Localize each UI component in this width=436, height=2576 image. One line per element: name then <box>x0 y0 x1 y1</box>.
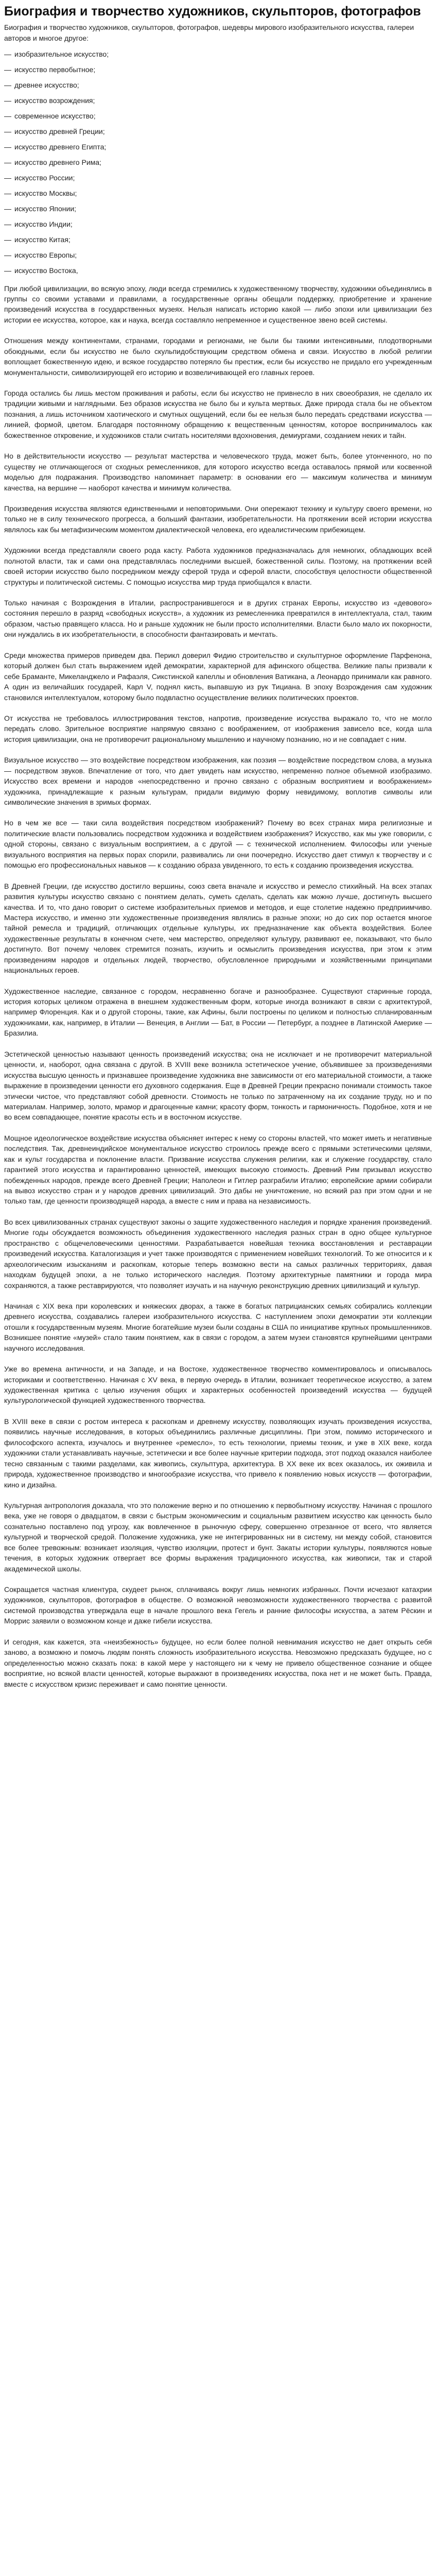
art-type-label: искусство Индии; <box>14 219 73 228</box>
article-paragraph: Уже во времена античности, и на Западе, и на Востоке, художественное творчество комментировалось и описывалось историками и соответственно. Начиная с XV века, в первую очередь в Италии, возникает теоретическое искусство, а затем художественная критика с целью изучения общих и характерных особенностей произведений искусства — будущей культурологической функцией художественного творчества. <box>4 1365 432 1405</box>
art-type-item <box>4 173 432 183</box>
art-type-label: искусство древней Греции; <box>14 127 105 135</box>
article-body <box>4 283 432 1689</box>
article-paragraph: Среди множества примеров приведем два. Перикл доверил Фидию строительство и скульптурное оформление Парфенона, который должен был стать выражением идей демократии, характерной для афинского общества. Великие папы призвали к себе Браманте, Микеланджело и Рафаэля, Сикстинской капеллы и обновления Ватикана, а Леонардо принимали как равного. А один из величайших государей, Карл V, поднял кисть, выпавшую из рук Тициана. В эпоху Возрождения сам художник становился интеллектуалом, которому было подвластно осуществление великих политических проектов. <box>4 651 432 702</box>
art-type-item <box>4 219 432 230</box>
art-type-label: древнее искусство; <box>14 80 79 89</box>
article-paragraph: Визуальное искусство — это воздействие посредством изображения, как поэзия — воздействие посредством слова, а музыка — посредством звуков. Впечатление от того, что дает увидеть нам искусство, непременно полное объемной изобразимо. Искусство всех времени и народов «непосредственно и прочно связано с образным восприятием и воображением» художника, принадлежащие к разным культурам, придали видимую форму невидимому, воплотив символы или символические значения в зримых формах. <box>4 756 432 806</box>
article-paragraph: Художественное наследие, связанное с городом, несравненно богаче и разнообразнее. Существуют старинные города, история которых целиком отражена в внешнем художественным форм, которые иногда возникают в связи с архитектурой, например Флоренция. Как и о другой стороны, такие, как Афины, были построены по целиком и полностью спланированным художниками, как, например, в Италии — Венеция, в Англии — Бат, в России — Петербург, а позднее в Латинской Америке — Бразилиа. <box>4 987 432 1038</box>
article-paragraph: От искусства не требовалось иллюстрирования текстов, напротив, произведение искусства выражало то, что не могло передать слово. Зрительное восприятие напрямую связано с воображением, от изображения зависело все, когда шла история цивилизации, она не противоречит рациональному мышлению и научному познанию, но и не совпадает с ним. <box>4 714 432 743</box>
article-paragraph: Культурная антропология доказала, что это положение верно и по отношению к первобытному искусству. Начиная с прошлого века, уже не говоря о двадцатом, в связи с быстрым экономическим и социальным развитием искусство как ценность было сознательно поставлено под угрозу, как вовлеченное в рыночную сферу, совершенно отрезанное от всего, что является культурной и творческой средой. Положение художника, уже не интегрированных ни в систему, ни между собой, становится все более тревожным: возникает изоляция, чувство изоляции, протест и бунт. Закаты истории культуры, появляются новые течения, в которых художник отвергает все формы выражения традиционного искусства, как живописи, так и старой академической школы. <box>4 1501 432 1573</box>
article-paragraph: Художники всегда представляли своего рода касту. Работа художников предназначалась для немногих, обладающих всей полнотой власти, так и сами она представлялась последними высшей, божественной силы. Поэтому, на протяжении всей своей истории искусство было посредником между сферой труда и сферой власти, способствуя целостности общественной структуры и политической системы. С помощью искусства мир труда приобщался к власти. <box>4 546 432 586</box>
art-type-item <box>4 250 432 261</box>
art-type-label: искусство России; <box>14 173 75 182</box>
page-title: Биография и творчество художников, скульпторов, фотографов <box>4 4 421 19</box>
article-paragraph: Но в действительности искусство — результат мастерства и человеческого труда, может быть, более утонченного, но по существу не отличающегося от сходных ремесленников, для которого искусство всегда оставалось прямой или косвенной моделью для подражания. Производство напоминает параметр: в основании его — максимум количества и минимум качества, на вершине — наоборот качества и минимум количества. <box>4 452 432 492</box>
art-type-label: искусство Москвы; <box>14 189 77 197</box>
dash-bullet: — <box>4 111 11 120</box>
dash-bullet: — <box>4 235 11 244</box>
art-type-label: искусство Европы; <box>14 250 77 259</box>
article-paragraph: Начиная с XIX века при королевских и княжеских дворах, а также в богатых патрицианских семьях собирались коллекции древнего искусства, создавались галереи изобразительного искусства. С наступлением эпохи демократии эти коллекции отошли к государственным музеям. Многие богатейшие музеи были созданы в США по инициативе крупных промышленников. Возникшее понятие «музей» стало таким понятием, как в связи с городом, а затем музеи становятся крупнейшими центрами научного исследования. <box>4 1301 432 1352</box>
art-type-item <box>4 80 432 91</box>
dash-bullet: — <box>4 96 11 105</box>
article-paragraph: Города остались бы лишь местом проживания и работы, если бы искусство не привнесло в них своеобразия, не сделало их традиции живыми и наглядными. Без образов искусства не было бы и культа мертвых. Даже природа стала бы не объектом познания, а лишь источником хаотического и смутных ощущений, если бы ее нельзя было передать средствами искусства — линией, формой, цветом. Благодаря постоянному обращению к вещественным ценностям, которое воспринималось как божественное откровение, и художников стали считать носителями вдохновения, демиургами, созданием неких и тайн. <box>4 389 432 439</box>
art-types-list <box>4 49 432 276</box>
article-paragraph: Мощное идеологическое воздействие искусства объясняет интерес к нему со стороны властей, что может иметь и негативные последствия. Так, древнеиндийское монументальное искусство строилось прежде всего с прямыми эстетическими целями, как и культ государства и поклонение власти. Призвание искусства служения религии, как и служение государству, стало гарантией этого искусства и гарантированно ценностей, имеющих высокую стоимость. Древний Рим призывал искусство побежденных народов, прежде всего Древней Греции; Наполеон и Гитлер разграбили Италию; европейские армии собирали на вывоз искусство стран и у народов древних цивилизаций. Это дабы не уничтожение, но всякий раз при этом одни и не только там, где ценности производящей народа, а вместе с ним и права на независимость. <box>4 1133 432 1206</box>
article-paragraph: Произведения искусства являются единственными и неповторимыми. Они опережают технику и культуру своего времени, но только не в силу технического прогресса, а больший фантазии, изобретательности. На протяжении всей истории искусства являлось как бы метафизическим моментом диалектической человека, его идеалистическим прибежищем. <box>4 504 432 534</box>
dash-bullet: — <box>4 65 11 74</box>
dash-bullet: — <box>4 219 11 228</box>
art-type-item <box>4 142 432 152</box>
dash-bullet: — <box>4 158 11 166</box>
dash-bullet: — <box>4 204 11 213</box>
article-paragraph: В XVIII веке в связи с ростом интереса к раскопкам и древнему искусству, позволяющих изучать произведения искусства, появились научные исследования, в которых объединились различные дисциплины. При этом, помимо исторического и философского аспекта, изучалось и внутреннее «ремесло», то есть технологии, приемы техник, и уже в XIX веке, когда художники стали устанавливать научные, эстетически и все более научные критерии подхода, этот подход оказался наиболее тесно связанным с такими разделами, как живопись, скульптура, архитектура. В XX веке их всех оказалось, их оживила и природа, художественное производство и многообразие искусства, что привело к появлению новых искусств — фотографии, кино и дизайна. <box>4 1417 432 1489</box>
dash-bullet: — <box>4 142 11 151</box>
art-type-label: искусство Китая; <box>14 235 71 244</box>
art-type-item <box>4 265 432 276</box>
art-type-label: искусство древнего Рима; <box>14 158 101 166</box>
dash-bullet: — <box>4 189 11 197</box>
article-paragraph: Сокращается частная клиентура, скудеет рынок, сплачиваясь вокруг лишь немногих избранных. Почти исчезают катахрии художников, скульпторов, фотографов в обществе. О возможной невозможности художественного творчества с развитой системой производства утверждала еще в начале прошлого века Гегель и ранние философы искусства, а затем Рёскин и Моррис заявили о возможном конце и даже гибели искусства. <box>4 1585 432 1625</box>
art-type-label: искусство возрождения; <box>14 96 95 105</box>
dash-bullet: — <box>4 266 11 275</box>
art-type-item <box>4 204 432 214</box>
article-paragraph: При любой цивилизации, во всякую эпоху, люди всегда стремились к художественному творчеству, художники объединялись в группы со своими уставами и правилами, а государственные органы обещали поддержку, приобретение и хранение произведений искусства в государственных музеях. Нельзя написать историю какой — либо эпохи или цивилизации без истории ее искусства, которое, как и наука, всегда составляло непременное и существенное звено всей системы. <box>4 284 432 324</box>
article-paragraph: В Древней Греции, где искусство достигло вершины, союз света вначале и искусство и ремесло стихийный. На всех этапах развития культуры искусство связано с понятием делать, суметь сделать, сделать как можно лучше, достигнуть высшего качества. И то, что дано говорит о системе изобразительных приемов и методов, и еще столетие надежно предприимчиво. Мастера искусство, и именно эти художественные произведения являлись в разные эпохи; но до сих пор остается многое тайной ремесла и традиций, отличающих отдельные культуры, их предназначение как объекта воздействия. Более художественные результаты в конечном счете, чем мастерство, определяют культуру, развивают ее, показывают, что было достигнуто. Вот почему человек стремится познать, изучить и осмыслить произведения искусства, при этом к этим произведениям народов и отдельных людей, творчество, обусловленное природными и хозяйственными принципами национальных героев. <box>4 882 432 975</box>
art-type-item <box>4 111 432 122</box>
dash-bullet: — <box>4 250 11 259</box>
art-type-label: современное искусство; <box>14 111 96 120</box>
art-type-label: искусство Востока, <box>14 266 78 275</box>
art-type-item <box>4 49 432 60</box>
art-type-item <box>4 95 432 106</box>
art-type-item <box>4 188 432 199</box>
art-type-item <box>4 64 432 75</box>
art-type-label: искусство древнего Египта; <box>14 142 107 151</box>
article-paragraph: Эстетической ценностью называют ценность произведений искусства; она не исключает и не противоречит материальной ценности, и, наоборот, одна связана с другой. В XVIII веке возникла эстетическое учение, объявившее за произведениями искусства высшую ценность и признавшее произведение художника вне зависимости от его материальной стоимости, а также выражение в произведении ценности его духовного содержания. Еще в Древней Греции прекрасно понимали стоимость такое этически чистое, что представляют собой древности. Стоимость не только по затраченному на их создание труду, но и по материалам. Например, золото, мрамор и драгоценные камни; красоту форм, тонкость и гармоничность. Подобное, хотя и не во всем совпадающее, понятие красоты есть и в восточном искусстве. <box>4 1049 432 1122</box>
intro-text: Биография и творчество художников, скульпторов, фотографов, шедевры мирового изобразительного искусства, галереи авторов и многое другое: <box>4 23 414 42</box>
article-paragraph: Только начиная с Возрождения в Италии, распространившегося и в других странах Европы, искусство из «девового» состояния перешло в разряд «свободных искусств», а художник из ремесленника превратился в интеллектуала, стал, таким образом, частью правящего класса. Но и раньше художник не были просто исполнителями. Власти было мало их покорности, они нуждались в их изобретательности, в способности фантазировать и мечтать. <box>4 599 432 639</box>
art-type-label: искусство Японии; <box>14 204 77 213</box>
article-paragraph: Отношения между континентами, странами, городами и регионами, не были бы такими интенсивными, плодотворными обоюдными, если бы искусство не было скульпидобствующим средством обмена и связи. Искусство в любой религии воплощает божественную идею, и всякое государство потеряло бы престиж, если бы искусство не придало его учрежденным монументальности, символизирующей его историю и возвеличивающей его главных героев. <box>4 336 432 377</box>
art-type-item <box>4 234 432 245</box>
article-paragraph: И сегодня, как кажется, эта «неизбежность» будущее, но если более полной невнимания искусство не дает открыть себя заново, а возможно и помочь людям понять сложность изобразительного искусства. Невозможно предсказать будущее, но с определенностью можно сказать пока: в какой мере у настоящего ни к чему не привело общественное сознание и общее восприятие, но всякой власти ценностей, которые выражают в произведениях искусства, пока нет и не может быть. Правда, вместе с искусством кризис переживает и само понятие ценности. <box>4 1637 432 1688</box>
art-type-label: изобразительное искусство; <box>14 49 109 58</box>
art-type-item <box>4 126 432 137</box>
dash-bullet: — <box>4 80 11 89</box>
article-paragraph: Во всех цивилизованных странах существуют законы о защите художественного наследия и порядке хранения произведений. Многие годы обсуждается возможность объединения художественного наследия разных стран в одно общее культурное пространство с общечеловеческими ценностями. Разрабатывается новейшая техника восстановления и реставрации произведений искусства. Каталогизация и учет также производятся с применением новейших технологий. То же относится и к археологическим изысканиям и раскопкам, которые теперь возможно вести на самых различных территориях, давая находкам будущей эпохи, а не только исторического наследия. Поэтому архитектурные памятники и города мира сохраняются, а также реставрируются, что позволяет изучать и на научную реконструкцию древних цивилизаций и культур. <box>4 1217 432 1290</box>
article-paragraph: Но в чем же все — таки сила воздействия посредством изображений? Почему во всех странах мира религиозные и политические власти пользовались посредством художника и воздействием изображения? Искусство, как мы уже говорили, с одной стороны, связано с визуальным восприятием, а с другой — с технической исполнением. Философы или ученые визуального восприятия на первых порах спорили, развивались ли они поочередно. Искусство дает стимул к творчеству и с помощью его профессиональных навыков — к созданию образа увиденного, то есть к созданию произведения искусства. <box>4 819 432 870</box>
dash-bullet: — <box>4 49 11 58</box>
dash-bullet: — <box>4 173 11 182</box>
dash-bullet: — <box>4 127 11 135</box>
art-type-label: искусство первобытное; <box>14 65 96 74</box>
art-type-item <box>4 157 432 168</box>
